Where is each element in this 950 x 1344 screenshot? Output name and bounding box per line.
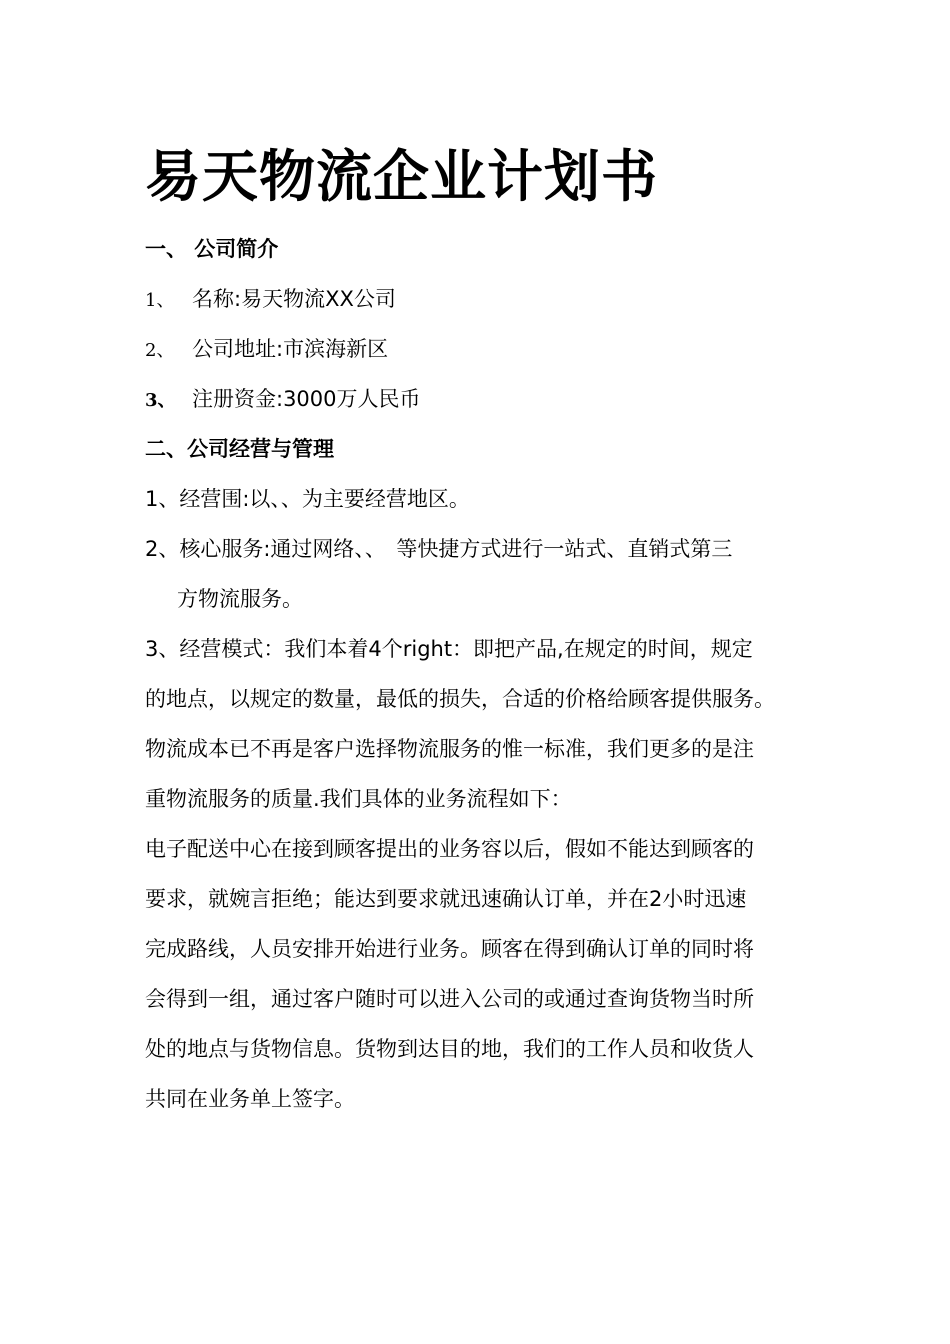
paragraph-line: 完成路线，人员安排开始进行业务。顾客在得到确认订单的同时将 — [145, 937, 754, 961]
list-text: 公司地址:市滨海新区 — [192, 337, 389, 361]
list-text: 名称:易天物流XX公司 — [192, 287, 396, 311]
paragraph-line: 的地点，以规定的数量，最低的损失，合适的价格给顾客提供服务。 — [145, 687, 775, 711]
paragraph-line: 重物流服务的质量.我们具体的业务流程如下： — [145, 787, 572, 811]
list-number: 2、 — [145, 340, 175, 361]
paragraph-line: 1、经营围:以、、为主要经营地区。 — [145, 487, 470, 511]
list-number: 3、 — [145, 390, 176, 411]
section-heading-operations: 二、公司经营与管理 — [145, 437, 334, 461]
paragraph-line: 会得到一组，通过客户随时可以进入公司的或通过查询货物当时所 — [145, 987, 754, 1011]
document-title: 易天物流企业计划书 — [145, 145, 658, 210]
list-item — [145, 334, 388, 366]
paragraph-line: 方物流服务。 — [177, 587, 303, 611]
list-number: 1、 — [145, 290, 175, 311]
paragraph-line: 电子配送中心在接到顾客提出的业务容以后，假如不能达到顾客的 — [145, 837, 754, 861]
paragraph-line: 2、核心服务:通过网络、、 等快捷方式进行一站式、直销式第三 — [145, 537, 733, 561]
paragraph-line: 要求，就婉言拒绝；能达到要求就迅速确认订单，并在2小时迅速 — [145, 887, 747, 911]
section-heading-company-intro: 一、 公司简介 — [145, 237, 279, 261]
list-item — [145, 384, 421, 416]
paragraph-line: 处的地点与货物信息。货物到达目的地，我们的工作人员和收货人 — [145, 1037, 754, 1061]
paragraph-line: 物流成本已不再是客户选择物流服务的惟一标准，我们更多的是注 — [145, 737, 754, 761]
list-text: 注册资金:3000万人民币 — [192, 387, 421, 411]
paragraph-line: 共同在业务单上签字。 — [145, 1087, 355, 1111]
list-item — [145, 284, 396, 316]
paragraph-line: 3、经营模式：我们本着4个right：即把产品,在规定的时间，规定 — [145, 637, 753, 661]
